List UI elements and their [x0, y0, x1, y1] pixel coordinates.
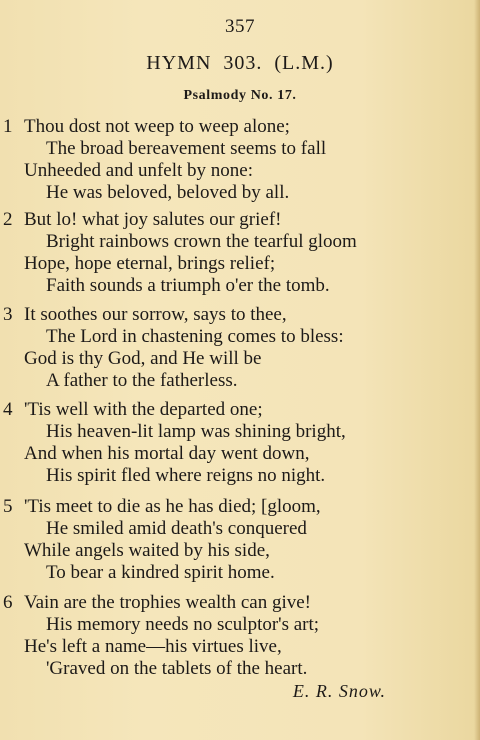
verse-number: 6	[3, 592, 13, 613]
verse-line: He was beloved, beloved by all.	[46, 182, 290, 203]
author-attribution: E. R. Snow.	[292, 681, 386, 701]
verse-line: 'Graved on the tablets of the heart.	[46, 658, 308, 679]
verse-number: 1	[3, 116, 13, 137]
verse-line: He smiled amid death's conquered	[46, 518, 307, 539]
verse-number: 3	[3, 304, 13, 325]
verse-line: The broad bereavement seems to fall	[46, 138, 327, 159]
verse-line: Unheeded and unfelt by none:	[24, 160, 253, 181]
verse-line: His memory needs no sculptor's art;	[46, 614, 320, 635]
verse-line: Faith sounds a triumph o'er the tomb.	[46, 275, 330, 296]
verse-number: 5	[3, 496, 13, 517]
verse-number: 4	[3, 399, 13, 420]
verse-line: While angels waited by his side,	[24, 540, 270, 561]
verse-line: A father to the fatherless.	[46, 370, 238, 391]
verse-line: To bear a kindred spirit home.	[46, 562, 275, 583]
tune-name: Psalmody No. 17.	[183, 88, 297, 103]
page-edge-shadow	[474, 0, 480, 740]
verse-line: His heaven-lit lamp was shining bright,	[46, 421, 346, 442]
verse-line: Thou dost not weep to weep alone;	[24, 116, 290, 137]
verse-line: And when his mortal day went down,	[24, 443, 310, 464]
verse-line: It soothes our sorrow, says to thee,	[24, 304, 287, 325]
verse-line: His spirit fled where reigns no night.	[46, 465, 326, 486]
page-number: 357	[225, 16, 255, 37]
verse-line: God is thy God, and He will be	[24, 348, 262, 369]
verse-line: 'Tis meet to die as he has died; [gloom,	[24, 496, 321, 517]
verse-line: 'Tis well with the departed one;	[24, 399, 263, 420]
verse-line: Bright rainbows crown the tearful gloom	[46, 231, 357, 252]
verse-line: But lo! what joy salutes our grief!	[24, 209, 282, 230]
verse-number: 2	[3, 209, 13, 230]
hymn-title: HYMN 303. (L.M.)	[146, 52, 334, 74]
verse-line: The Lord in chastening comes to bless:	[46, 326, 344, 347]
verse-line: He's left a name—his virtues live,	[24, 636, 282, 657]
verse-line: Vain are the trophies wealth can give!	[24, 592, 311, 613]
verse-line: Hope, hope eternal, brings relief;	[24, 253, 276, 274]
